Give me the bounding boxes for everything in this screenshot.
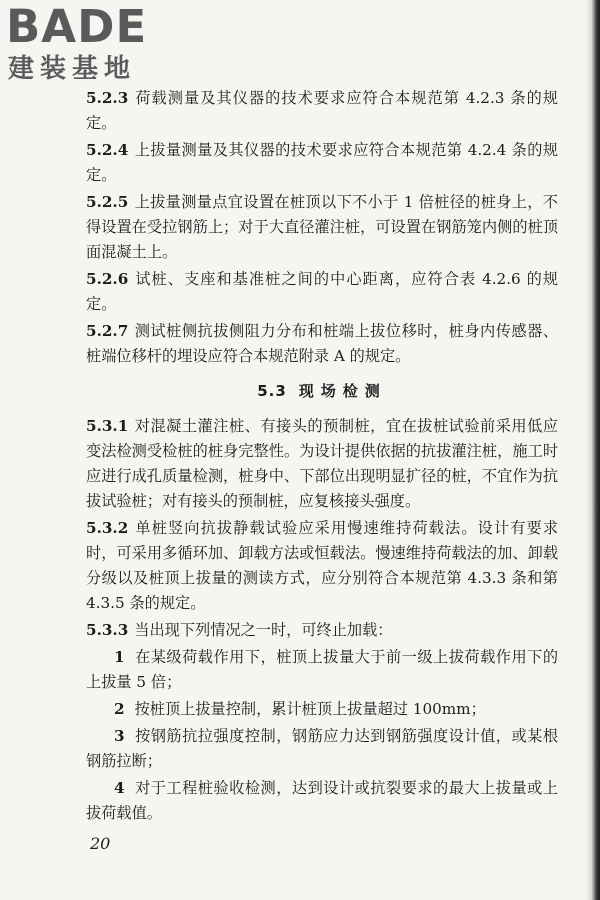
clause-text: 对混凝土灌注桩、有接头的预制桩，宜在拔桩试验前采用低应变法检测受检桩的桩身完整性。为设计提供依据的抗拔灌注桩，施工时应进行成孔质量检测，桩身中、下部位出现明显扩径的桩，不宜作为抗拔试验桩；对有接头的预制桩，应复核接头强度。 [86, 417, 558, 510]
list-item [86, 776, 558, 826]
section-heading [86, 379, 558, 404]
page-number: 20 [90, 834, 111, 853]
clause-number: 5.3.2 [86, 519, 129, 537]
section-title-text: 现场检测 [298, 382, 387, 400]
item-number: 2 [114, 700, 125, 718]
clause-number: 5.2.5 [86, 193, 129, 211]
list-item [86, 645, 558, 695]
clause-number: 5.2.3 [86, 89, 129, 107]
clause-text: 当出现下列情况之一时，可终止加载： [134, 621, 393, 639]
item-number: 1 [114, 648, 125, 666]
clause-5-2-3 [86, 86, 558, 136]
site-logo [6, 0, 181, 88]
clause-5-2-7 [86, 319, 558, 369]
item-text: 在某级荷载作用下，桩顶上拔量大于前一级上拔荷载作用下的上拔量 5 倍； [86, 648, 558, 691]
clause-text: 试桩、支座和基准桩之间的中心距离，应符合表 4.2.6 的规定。 [86, 270, 558, 313]
clause-number: 5.3.3 [86, 621, 129, 639]
clause-5-2-5 [86, 190, 558, 265]
logo-subtitle: 建装基地 [8, 54, 137, 84]
item-text: 按钢筋抗拉强度控制，钢筋应力达到钢筋强度设计值，或某根钢筋拉断； [86, 727, 558, 770]
clause-5-2-6 [86, 267, 558, 317]
clause-number: 5.2.4 [86, 141, 129, 159]
item-text: 对于工程桩验收检测，达到设计或抗裂要求的最大上拔量或上拔荷载值。 [86, 779, 558, 822]
clause-number: 5.2.6 [86, 270, 129, 288]
clause-text: 上拔量测量点宜设置在桩顶以下不小于 1 倍桩径的桩身上，不得设置在受拉钢筋上；对于大直径灌注桩，可设置在钢筋笼内侧的桩顶面混凝土上。 [86, 193, 558, 261]
logo-wordmark: BADE [6, 0, 148, 53]
clause-5-3-3 [86, 618, 558, 643]
item-number: 4 [114, 779, 125, 797]
list-item [86, 724, 558, 774]
document-body [86, 86, 558, 828]
item-number: 3 [114, 727, 125, 745]
clause-5-2-4 [86, 138, 558, 188]
scan-edge-shadow [586, 0, 600, 900]
clause-number: 5.3.1 [86, 417, 129, 435]
list-item [86, 697, 558, 722]
section-number: 5.3 [257, 382, 287, 400]
item-text: 按桩顶上拔量控制，累计桩顶上拔量超过 100mm； [134, 700, 486, 718]
clause-text: 单桩竖向抗拔静载试验应采用慢速维持荷载法。设计有要求时，可采用多循环加、卸载方法或恒载法。慢速维持荷载法的加、卸载分级以及桩顶上拔量的测读方式，应分别符合本规范第 4.3.3 条和第 4.3.5 条的规定。 [86, 519, 558, 612]
clause-text: 测试桩侧抗拔侧阻力分布和桩端上拔位移时，桩身内传感器、桩端位移杆的埋设应符合本规范附录 A 的规定。 [86, 322, 558, 365]
clause-5-3-1 [86, 414, 558, 514]
clause-text: 上拔量测量及其仪器的技术要求应符合本规范第 4.2.4 条的规定。 [86, 141, 558, 184]
clause-number: 5.2.7 [86, 322, 129, 340]
clause-5-3-2 [86, 516, 558, 616]
clause-text: 荷载测量及其仪器的技术要求应符合本规范第 4.2.3 条的规定。 [86, 89, 558, 132]
